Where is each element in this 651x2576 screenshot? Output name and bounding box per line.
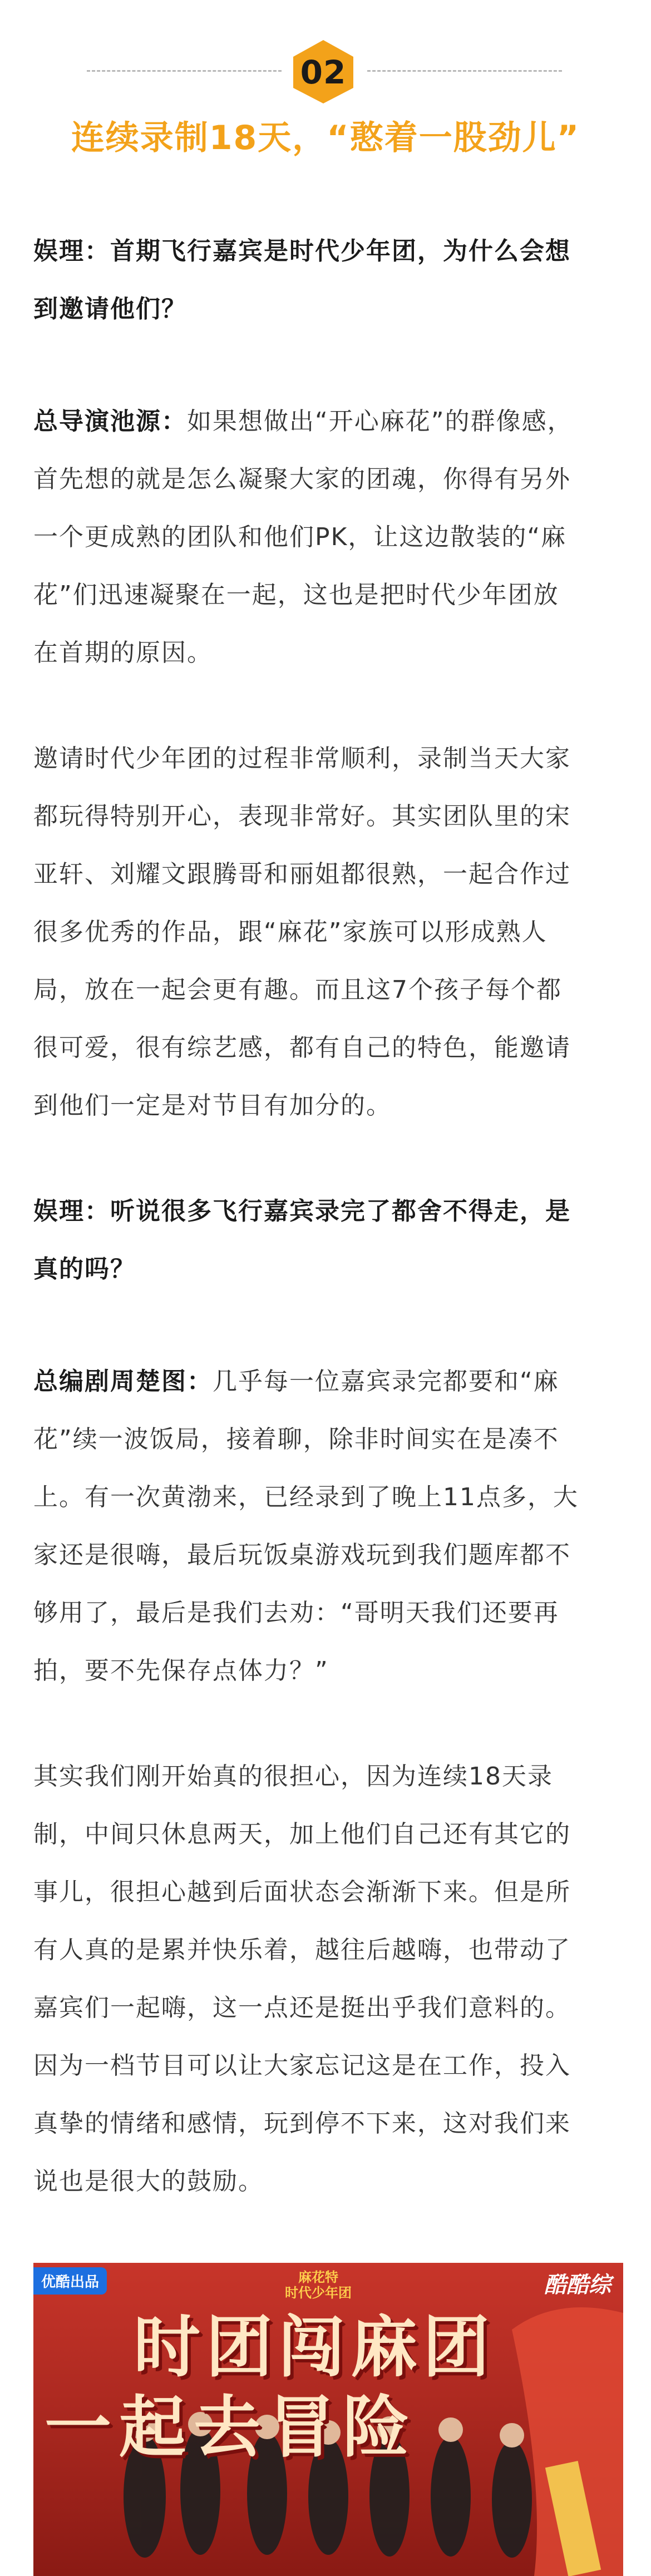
dashed-divider-left — [87, 70, 282, 72]
paragraph-line: 很多优秀的作品，跟“麻花”家族可以形成熟人 — [33, 918, 548, 946]
paragraph-line: 局，放在一起会更有趣。而且这7个孩子每个都 — [33, 976, 562, 1004]
paragraph-line: 制，中间只休息两天，加上他们自己还有其它的 — [33, 1820, 571, 1848]
dashed-divider-right — [367, 70, 562, 72]
paragraph-line: 真挚的情绪和感情，玩到停不下来，这对我们来 — [33, 2109, 571, 2138]
answer-line: 在首期的原因。 — [33, 639, 213, 667]
question-line: 娱理：听说很多飞行嘉宾录完了都舍不得走，是 — [33, 1197, 571, 1225]
answer-line: 家还是很嗨，最后玩饭桌游戏玩到我们题库都不 — [33, 1541, 571, 1569]
paragraph-2 — [33, 1748, 620, 2211]
paragraph-line: 嘉宾们一起嗨，这一点还是挺出乎我们意料的。 — [33, 1994, 571, 2022]
paragraph-line: 到他们一定是对节目有加分的。 — [33, 1091, 392, 1120]
answer-line: 够用了，最后是我们去劝：“哥明天我们还要再 — [33, 1599, 559, 1627]
paragraph-line: 其实我们刚开始真的很担心，因为连续18天录 — [33, 1762, 553, 1791]
paragraph-line: 说也是很大的鼓励。 — [33, 2167, 264, 2196]
answer-line: 花”们迅速凝聚在一起，这也是把时代少年团放 — [33, 581, 559, 609]
paragraph-1 — [33, 730, 620, 1135]
answer-line: 花”续一波饭局，接着聊，除非时间实在是凑不 — [33, 1425, 559, 1453]
answer-2 — [33, 1353, 620, 1700]
paragraph-line: 事儿，很担心越到后面状态会渐渐下来。但是所 — [33, 1878, 571, 1906]
answer-line: 一个更成熟的团队和他们PK，让这边散装的“麻 — [33, 523, 567, 551]
paragraph-line: 亚轩、刘耀文跟腾哥和丽姐都很熟，一起合作过 — [33, 860, 571, 888]
answer-1 — [33, 393, 620, 682]
paragraph-line: 邀请时代少年团的过程非常顺利，录制当天大家 — [33, 744, 571, 773]
answer-line: 上。有一次黄渤来，已经录到了晚上11点多，大 — [33, 1483, 579, 1511]
paragraph-line: 都玩得特别开心，表现非常好。其实团队里的宋 — [33, 802, 571, 830]
question-line: 真的吗？ — [33, 1255, 136, 1283]
promo-photo — [33, 2263, 623, 2576]
paragraph-line: 因为一档节目可以让大家忘记这是在工作，投入 — [33, 2051, 571, 2080]
question-line: 娱理：首期飞行嘉宾是时代少年团，为什么会想 — [33, 237, 571, 265]
question-2 — [33, 1183, 620, 1298]
banner-line-1: 时团闯麻团 — [134, 2309, 495, 2386]
section-number: 02 — [300, 53, 347, 91]
answer-line: 拍，要不先保存点体力？” — [33, 1657, 329, 1685]
producer-tag: 优酷出品 — [33, 2267, 107, 2295]
speaker-label: 总编剧周楚图： — [33, 1367, 213, 1396]
banner-line-2: 一起去冒险 — [45, 2389, 417, 2466]
answer-line: 总导演池源：如果想做出“开心麻花”的群像感， — [33, 407, 573, 436]
speaker-label: 总导演池源： — [33, 407, 187, 436]
question-line: 到邀请他们？ — [33, 295, 187, 323]
show-subtitle: 麻花特 时代少年团 — [285, 2270, 352, 2301]
section-header — [0, 33, 651, 111]
answer-line: 总编剧周楚图：几乎每一位嘉宾录完都要和“麻 — [33, 1367, 559, 1396]
section-title: 连续录制18天，“憨着一股劲儿” — [71, 118, 580, 157]
paragraph-line: 有人真的是累并快乐着，越往后越嗨，也带动了 — [33, 1936, 571, 1964]
answer-line: 首先想的就是怎么凝聚大家的团魂，你得有另外 — [33, 465, 571, 493]
question-1 — [33, 223, 620, 338]
paragraph-line: 很可爱，很有综艺感，都有自己的特色，能邀请 — [33, 1034, 571, 1062]
brand-logo: 酷酷综 — [544, 2272, 611, 2298]
